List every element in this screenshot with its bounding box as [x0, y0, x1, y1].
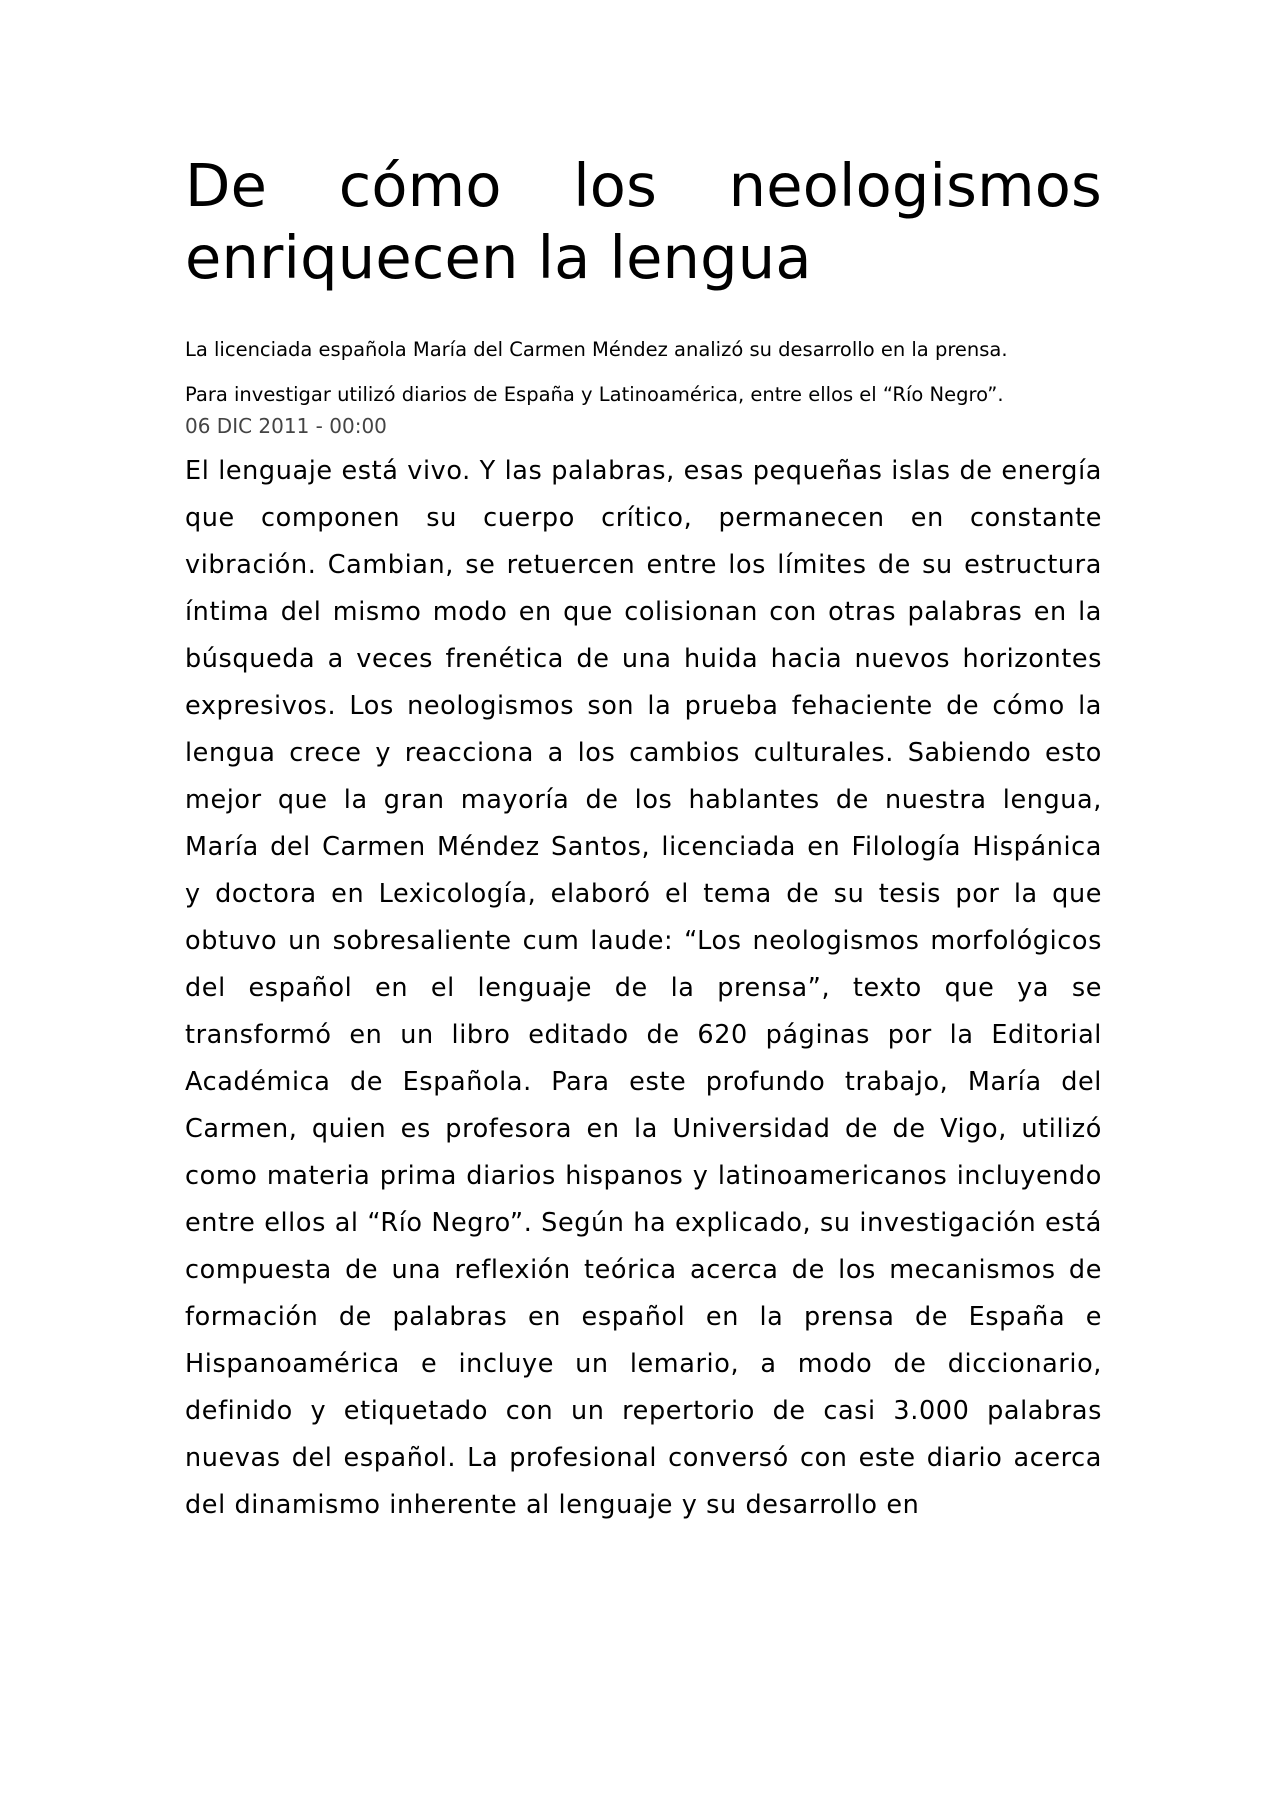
article-subtitle-2: Para investigar utilizó diarios de España y Latinoamérica, entre ellos el “Río Negro”.: [185, 383, 1004, 406]
article-subtitle-1: La licenciada española María del Carmen Méndez analizó su desarrollo en la prensa.: [185, 338, 1008, 361]
article: [185, 150, 1102, 1529]
article-title: De cómo los neologismos enriquecen la lengua: [185, 151, 1102, 292]
article-body: El lenguaje está vivo. Y las palabras, esas pequeñas islas de energía que componen su cuerpo crítico, permanecen en constante vibración. Cambian, se retuercen entre los límites de su estructura íntima del mismo modo en que colisionan con otras palabras en la búsqueda a veces frenética de una huida hacia nuevos horizontes expresivos. Los neologismos son la prueba fehaciente de cómo la lengua crece y reacciona a los cambios culturales. Sabiendo esto mejor que la gran mayoría de los hablantes de nuestra lengua, María del Carmen Méndez Santos, licenciada en Filología Hispánica y doctora en Lexicología, elaboró el tema de su tesis por la que obtuvo un sobresaliente cum laude: “Los neologismos morfológicos del español en el lenguaje de la prensa”, texto que ya se transformó en un libro editado de 620 páginas por la Editorial Académica de Española. Para este profundo trabajo, María del Carmen, quien es profesora en la Universidad de de Vigo, utilizó como materia prima diarios hispanos y latinoamericanos incluyendo entre ellos al “Río Negro”. Según ha explicado, su investigación está compuesta de una reflexión teórica acerca de los mecanismos de formación de palabras en español en la prensa de España e Hispanoamérica e incluye un lemario, a modo de diccionario, definido y etiquetado con un repertorio de casi 3.000 palabras nuevas del español. La profesional conversó con este diario acerca del dinamismo inherente al lenguaje y su desarrollo en: [185, 456, 1102, 1520]
article-date: 06 DIC 2011 - 00:00: [185, 414, 387, 438]
